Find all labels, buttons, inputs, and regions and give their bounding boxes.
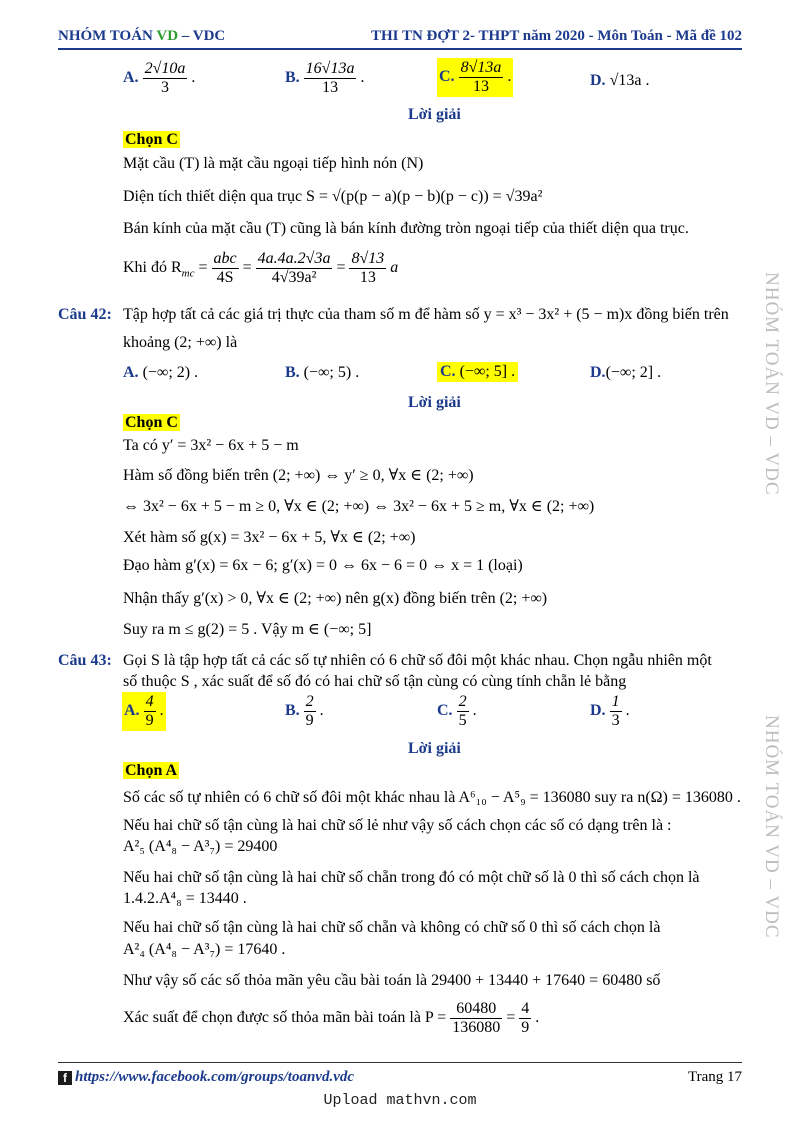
question-42-text-2: khoảng (2; +∞) là	[123, 334, 238, 351]
question-43-number: Câu 43:	[58, 652, 112, 669]
q43-step-9: Xác suất để chọn được số thỏa mãn bài toán là P = $\frac{60480}{136080}$ = $\frac{4}{9}$ .	[123, 1000, 540, 1036]
q42-option-b: B. (−∞; 5) .	[285, 364, 360, 381]
q42-step-2: Hàm số đồng biến trên (2; +∞) ⇔ y′ ≥ 0, ∀x ∈ (2; +∞)	[123, 467, 474, 484]
q42-answer-badge: Chọn C	[125, 414, 178, 431]
q42-option-a: A. (−∞; 2) .	[123, 364, 199, 381]
q41-option-d: D. √13a .	[590, 72, 650, 89]
watermark: NHÓM TOÁN VD – VDC	[761, 272, 782, 496]
q42-option-c: C. (−∞; 5] .	[437, 362, 518, 382]
q41-step-2: Diện tích thiết diện qua trục S = √(p(p − a)(p − b)(p − c)) = √39a²	[123, 188, 543, 205]
q43-answer-badge: Chọn A	[125, 762, 178, 779]
question-42-text-1: Tập hợp tất cả các giá trị thực của tham số m để hàm số y = x³ − 3x² + (5 − m)x đồng biến trên	[123, 306, 729, 323]
q41-option-c: C. $\frac{8√13a}{13}$ .	[439, 59, 512, 95]
q41-step-1: Mặt cầu (T) là mặt cầu ngoại tiếp hình nón (N)	[123, 155, 424, 172]
header-group-name: NHÓM TOÁN VD – VDC	[58, 28, 226, 44]
q41-option-a: A. $\frac{2√10a}{3}$ .	[123, 60, 196, 96]
q42-step-7: Suy ra m ≤ g(2) = 5 . Vậy m ∈ (−∞; 5]	[123, 621, 372, 638]
watermark: NHÓM TOÁN VD – VDC	[761, 715, 782, 939]
q43-option-b: B. $\frac{2}{9}$ .	[285, 693, 324, 729]
q43-option-a: A. $\frac{4}{9}$ .	[124, 693, 164, 729]
q43-step-2: Nếu hai chữ số tận cùng là hai chữ số lẻ như vậy số cách chọn các số có dạng trên là :	[123, 817, 672, 834]
question-43-text-1: Gọi S là tập hợp tất cả các số tự nhiên có 6 chữ số đôi một khác nhau. Chọn ngẫu nhiên một	[123, 652, 712, 669]
facebook-group-link[interactable]: f https://www.facebook.com/groups/toanvd.vdc	[58, 1069, 354, 1086]
q43-option-d: D. $\frac{1}{3}$ .	[590, 693, 630, 729]
page-number: Trang 17	[687, 1069, 742, 1085]
q42-option-d: D.(−∞; 2] .	[590, 364, 662, 381]
header-exam-title: THI TN ĐỢT 2- THPT năm 2020 - Môn Toán - Mã đề 102	[370, 28, 742, 44]
q41-solution-heading: Lời giải	[408, 106, 461, 123]
q41-option-b: B. $\frac{16√13a}{13}$ .	[285, 60, 365, 96]
q43-solution-heading: Lời giải	[408, 740, 461, 757]
q43-step-7: A²₄ (A⁴₈ − A³₇) = 17640 .	[123, 941, 286, 958]
q42-step-1: Ta có y′ = 3x² − 6x + 5 − m	[123, 437, 299, 454]
q43-step-8: Như vậy số các số thỏa mãn yêu cầu bài toán là 29400 + 13440 + 17640 = 60480 số	[123, 972, 661, 989]
question-42-number: Câu 42:	[58, 306, 112, 323]
page-footer	[58, 1062, 742, 1093]
q42-solution-heading: Lời giải	[408, 394, 461, 411]
upload-credit: Upload mathvn.com	[323, 1092, 477, 1109]
q43-step-1: Số các số tự nhiên có 6 chữ số đôi một khác nhau là A⁶₁₀ − A⁵₉ = 136080 suy ra n(Ω) = 136080 .	[123, 789, 741, 806]
question-43-text-2: số thuộc S , xác suất để số đó có hai chữ số tận cùng có cùng tính chẵn lẻ bằng	[123, 673, 627, 690]
page-header	[58, 26, 742, 50]
q43-step-3: A²₅ (A⁴₈ − A³₇) = 29400	[123, 838, 278, 855]
q42-step-4: Xét hàm số g(x) = 3x² − 6x + 5, ∀x ∈ (2; +∞)	[123, 529, 416, 546]
q41-step-4: Khi đó $R_{mc}$ = $\frac{\text{abc}}{4S}$ = $\frac{4a.4a.2√3a}{\text{4√39a²}}$ = $\frac{8√13}{13}$ a	[123, 250, 399, 286]
q42-step-6: Nhận thấy g′(x) > 0, ∀x ∈ (2; +∞) nên g(x) đồng biến trên (2; +∞)	[123, 590, 548, 607]
q42-step-3: ⇔ 3x² − 6x + 5 − m ≥ 0, ∀x ∈ (2; +∞) ⇔ 3x² − 6x + 5 ≥ m, ∀x ∈ (2; +∞)	[123, 498, 595, 515]
facebook-icon: f	[58, 1071, 72, 1085]
q43-step-4: Nếu hai chữ số tận cùng là hai chữ số chẵn trong đó có một chữ số là 0 thì số cách chọn là	[123, 869, 700, 886]
q41-answer-badge: Chọn C	[125, 131, 178, 148]
q43-step-5: 1.4.2.A⁴₈ = 13440 .	[123, 890, 247, 907]
q41-step-3: Bán kính của mặt cầu (T) cũng là bán kính đường tròn ngoại tiếp của thiết diện qua trục.	[123, 220, 689, 237]
q43-step-6: Nếu hai chữ số tận cùng là hai chữ số chẵn và không có chữ số 0 thì số cách chọn là	[123, 919, 661, 936]
q43-option-c: C. $\frac{2}{5}$ .	[437, 693, 477, 729]
q42-step-5: Đạo hàm g′(x) = 6x − 6; g′(x) = 0 ⇔ 6x − 6 = 0 ⇔ x = 1 (loại)	[123, 557, 523, 574]
